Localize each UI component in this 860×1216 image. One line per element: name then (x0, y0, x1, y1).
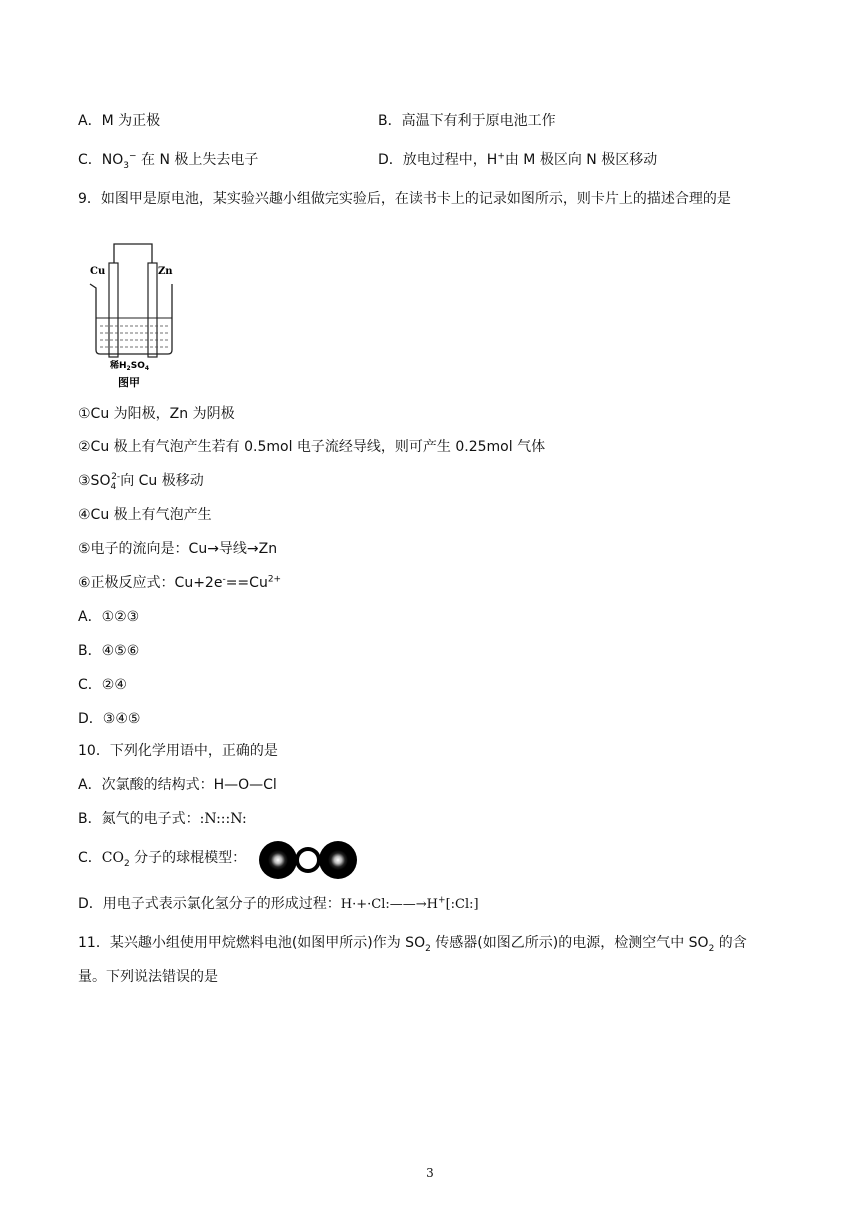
cu-label: Cu (90, 266, 106, 277)
q11-stem-line-2: 量。下列说法错误的是 (78, 969, 218, 985)
q9-item-3: $③SO_4^{2-}$向 Cu 极移动 (78, 472, 204, 492)
solution-label: 稀$H_2SO_4$ (110, 361, 150, 372)
n2-electron-formula: :N:::N: (199, 811, 247, 827)
q9-option-d: D．③④⑤ (78, 711, 141, 727)
q9-item-1: ①Cu 为阳极，Zn 为阴极 (78, 406, 235, 422)
q10-option-d: D．用电子式表示氯化氢分子的形成过程：H·+·Cl:——→H+[:Cl:] (78, 895, 479, 912)
q9-option-b: B．④⑤⑥ (78, 643, 140, 659)
cu-electrode (109, 263, 118, 357)
page-number: 3 (426, 1166, 434, 1180)
q9-item-2: ②Cu 极上有气泡产生若有 0.5mol 电子流经导线，则可产生 0.25mol 气体 (78, 439, 546, 455)
q9-option-a: A．①②③ (78, 609, 140, 625)
q8-option-d: D．放电过程中，H+由 M 极区向 N 极区移动 (378, 151, 658, 168)
q8-option-a: A．M 为正极 (78, 113, 161, 129)
co2-ball-stick-model (258, 840, 358, 880)
q10-option-c: C．$CO_2$ 分子的球棍模型： (78, 850, 247, 869)
galvanic-cell-figure (88, 238, 178, 388)
q9-item-5: ⑤电子的流向是：Cu→导线→Zn (78, 541, 278, 557)
q10-option-b: B．氮气的电子式：:N:::N: (78, 811, 247, 827)
q10-stem: 10．下列化学用语中，正确的是 (78, 743, 278, 759)
q9-item-6: ⑥正极反应式：$Cu+2e^-==Cu^{2+}$ (78, 574, 282, 591)
q11-stem-line-1: 11．某兴趣小组使用甲烷燃料电池(如图甲所示)作为 $SO_2$ 传感器(如图乙所示)的电源，检测空气中 $SO_2$ 的含 (78, 935, 747, 954)
q8-option-c: C．$NO_3^-$ 在 N 极上失去电子 (78, 151, 259, 171)
zn-label: Zn (158, 266, 173, 277)
beaker (90, 284, 172, 354)
q9-option-c: C．②④ (78, 677, 127, 693)
figure-caption: 图甲 (118, 376, 140, 388)
q10-option-a: A．次氯酸的结构式：H—O—Cl (78, 777, 277, 793)
q9-stem: 9．如图甲是原电池，某实验兴趣小组做完实验后，在读书卡上的记录如图所示，则卡片上的描述合理的是 (78, 191, 731, 207)
zn-electrode (148, 263, 157, 357)
q8-option-b: B．高温下有利于原电池工作 (378, 113, 556, 129)
q9-item-4: ④Cu 极上有气泡产生 (78, 507, 212, 523)
hcl-formation-formula: H·+·Cl:——→H+[:Cl:] (340, 895, 479, 912)
